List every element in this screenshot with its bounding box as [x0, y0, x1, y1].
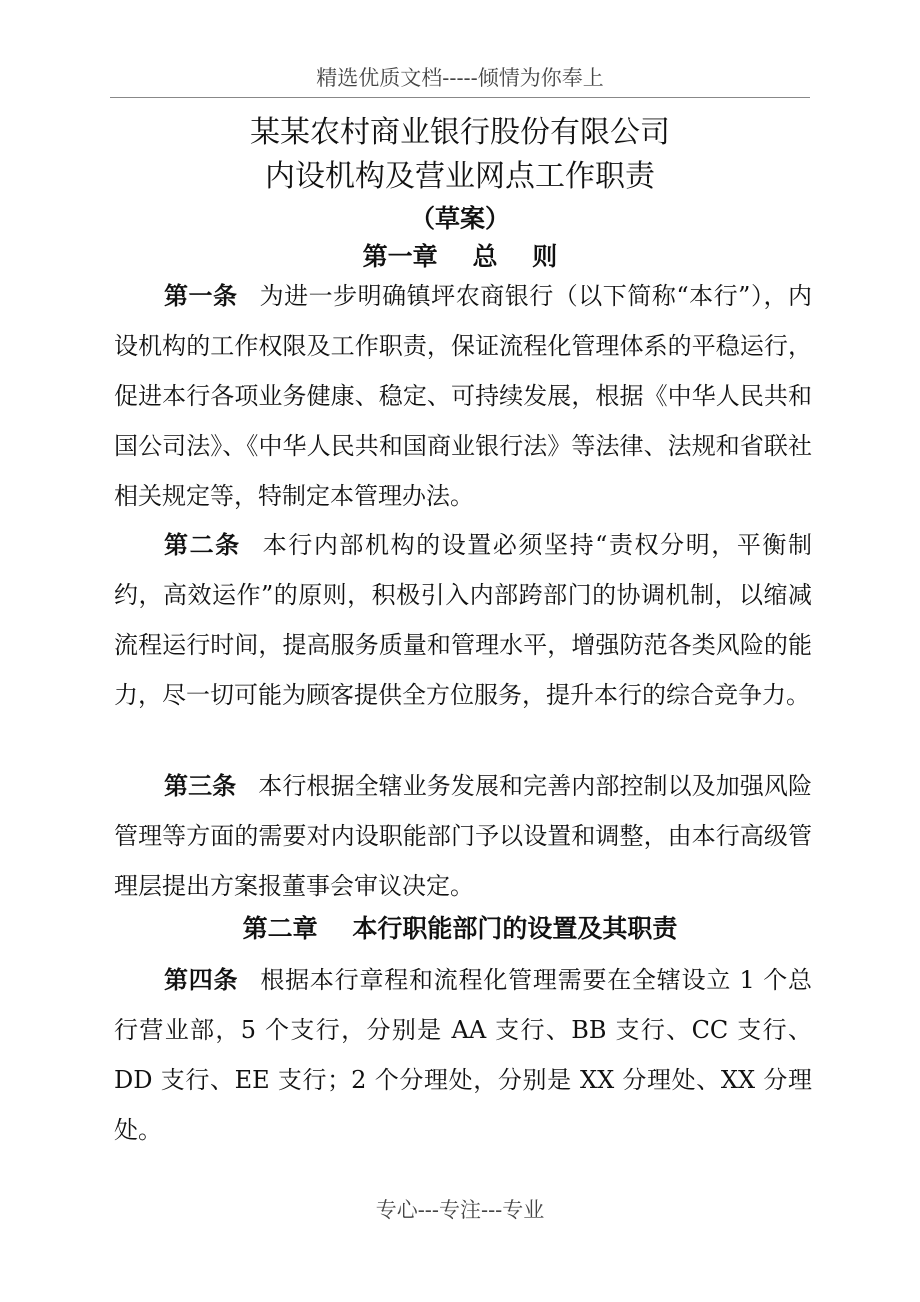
article-text: 为进一步明确镇坪农商银行（以下简称“本行”），内设机构的工作权限及工作职责，保证流程化管理体系的平稳运行，促进本行各项业务健康、稳定、可持续发展，根据《中华人民共和国公司法》、《中华人民共和国商业银行法》等法律、法规和省联社相关规定等，特制定本管理办法。 — [114, 282, 813, 510]
article-label: 第二条 — [164, 530, 241, 559]
article-4 — [114, 955, 812, 1155]
article-2 — [114, 520, 812, 720]
document-title-line-1: 某某农村商业银行股份有限公司 — [250, 115, 670, 150]
article-text: 根据本行章程和流程化管理需要在全辖设立 1 个总行营业部，5 个支行，分别是 AA 支行、BB 支行、CC 支行、DD 支行、EE 支行；2 个分理处，分别是 XX 分理处、XX 分理处。 — [114, 966, 813, 1144]
chapter-heading-2: 第二章 本行职能部门的设置及其职责 — [242, 914, 678, 943]
article-1 — [114, 271, 812, 521]
article-text: 本行内部机构的设置必须坚持“责权分明，平衡制约，高效运作”的原则，积极引入内部跨部门的协调机制，以缩减流程运行时间，提高服务质量和管理水平，增强防范各类风险的能力，尽一切可能为顾客提供全方位服务，提升本行的综合竞争力。 — [114, 531, 812, 709]
article-text: 本行根据全辖业务发展和完善内部控制以及加强风险管理等方面的需要对内设职能部门予以设置和调整，由本行高级管理层提出方案报董事会审议决定。 — [114, 772, 813, 900]
document-draft-label: （草案） — [409, 204, 510, 233]
chapter-heading-1: 第一章 总 则 — [362, 242, 558, 271]
page-header: 精选优质文档-----倾情为你奉上 — [316, 66, 604, 90]
document-title-line-2: 内设机构及营业网点工作职责 — [265, 159, 655, 194]
page-footer: 专心---专注---专业 — [375, 1198, 545, 1222]
article-label: 第四条 — [164, 965, 239, 994]
article-label: 第三条 — [164, 771, 237, 800]
article-label: 第一条 — [164, 281, 238, 310]
article-3 — [114, 761, 812, 911]
header-divider — [110, 97, 810, 98]
